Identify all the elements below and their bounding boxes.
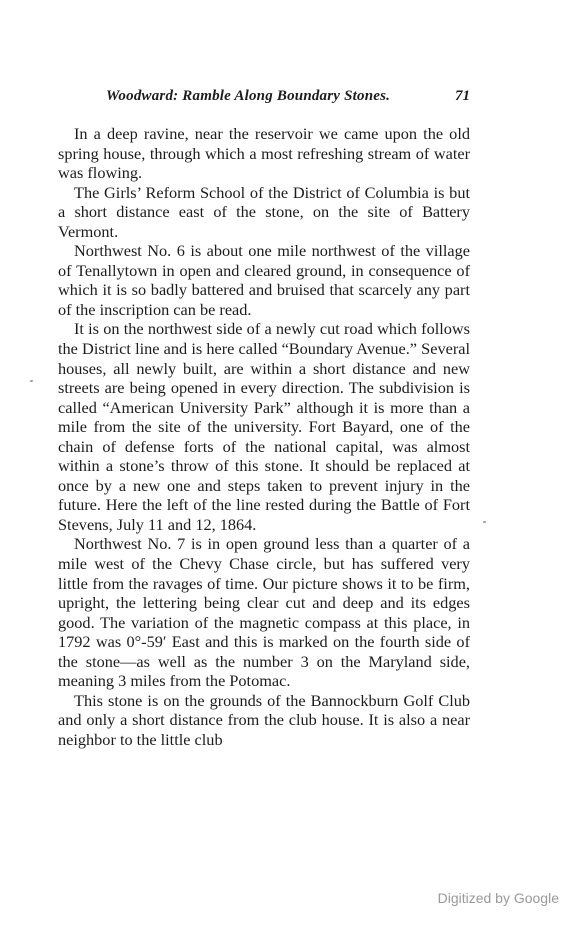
running-head: [58, 88, 470, 110]
body-text: [58, 124, 470, 750]
paragraph-boundary-avenue: It is on the northwest side of a newly cut road which follows the District line and is here called “Boundary Avenue.” Several houses, all newly built, are within a short distance and new streets are being opened in every direction. The subdivision is called “American University Park” although it is more than a mile from the site of the university. Fort Bayard, one of the chain of defense forts of the national capital, was almost within a stone’s throw of this stone. It should be replaced at once by a new one and steps taken to prevent injury in the future. Here the left of the line rested during the Battle of Fort Stevens, July 11 and 12, 1864.: [58, 319, 470, 534]
paragraph-northwest-7: Northwest No. 7 is in open ground less than a quarter of a mile west of the Chevy Chase circle, but has suffered very little from the ravages of time. Our picture shows it to be firm, upright, the lettering being clear cut and deep and its edges good. The variation of the magnetic compass at this place, in 1792 was 0°-59′ East and this is marked on the fourth side of the stone—as well as the number 3 on the Maryland side, meaning 3 miles from the Potomac.: [58, 534, 470, 691]
paragraph-spring-house: In a deep ravine, near the reservoir we came upon the old spring house, through which a most refreshing stream of water was flowing.: [58, 124, 470, 183]
scan-speck-right: [483, 521, 486, 523]
page-number: 71: [455, 88, 470, 104]
paragraph-reform-school: The Girls’ Reform School of the District of Columbia is but a short distance east of the stone, on the site of Battery Vermont.: [58, 182, 470, 241]
paragraph-bannockburn: This stone is on the grounds of the Bannockburn Golf Club and only a short distance from the club house. It is also a near neighbor to the little club: [58, 690, 470, 749]
digitized-watermark: Digitized by Google: [437, 890, 559, 906]
running-title: Woodward: Ramble Along Boundary Stones.: [106, 88, 391, 104]
paragraph-northwest-6: Northwest No. 6 is about one mile northwest of the village of Tenallytown in open and cleared ground, in consequence of which it is so badly battered and bruised that scarcely any part of the inscription can be read.: [58, 241, 470, 319]
scan-speck-left: [30, 380, 33, 382]
